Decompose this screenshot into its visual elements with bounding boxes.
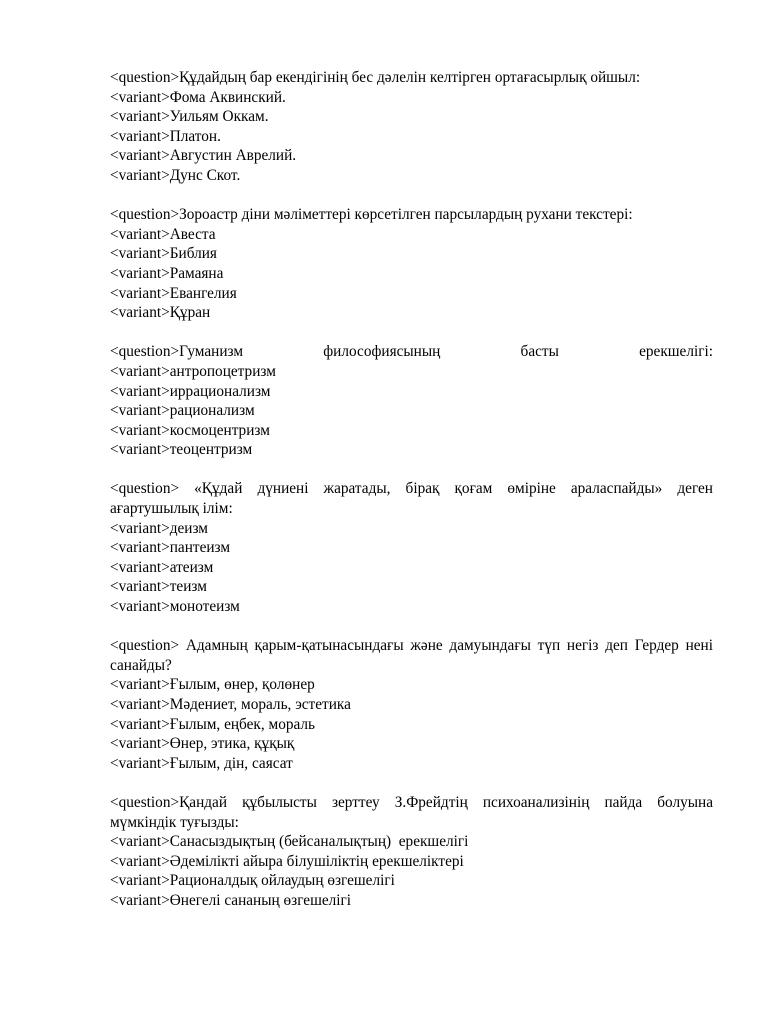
variant-item: <variant>Санасыздықтың (бейсаналықтың) ерекшелігі (110, 833, 469, 851)
variant-item: <variant>атеизм (110, 558, 214, 576)
variant-item: <variant>Ғылым, еңбек, мораль (110, 715, 316, 733)
variant-item: <variant>Ғылым, дін, саясат (110, 754, 293, 772)
question-block-4 (110, 479, 713, 616)
question-text: <question>Құдайдың бар екендігінің бес дәлелін келтірген ортағасырлық ойшыл: (110, 69, 641, 86)
question-block-3 (110, 342, 713, 460)
variant-item: <variant>Әдемілікті айыра білушіліктің ерекшеліктері (110, 852, 464, 870)
variant-item: <variant>иррационализм (110, 382, 271, 400)
variant-item: <variant>монотеизм (110, 598, 240, 616)
question-text: <question> «Құдай дүниені жаратады, бірақ қоғам өміріне араласпайды» деген ағартушылық ілім: (110, 480, 713, 518)
variant-item: <variant>Августин Аврелий. (110, 147, 297, 165)
question-text: <question>Гуманизм философиясының басты ерекшелігі: (110, 343, 713, 361)
question-block-6 (110, 793, 713, 911)
variant-item: <variant>Ғылым, өнер, қолөнер (110, 676, 315, 694)
question-text: <question> Адамның қарым-қатынасындағы және дамуындағы түп негіз деп Гердер нені санайды? (110, 637, 713, 674)
variant-item: <variant>Құран (110, 304, 211, 322)
variant-item: <variant>Фома Аквинский. (110, 88, 286, 106)
variant-item: <variant>Рамаяна (110, 264, 224, 282)
variant-item: <variant>пантеизм (110, 539, 231, 557)
variant-item: <variant>теизм (110, 578, 207, 596)
variant-item: <variant>Мәдениет, мораль, эстетика (110, 696, 351, 713)
variant-item: <variant>Дунс Скот. (110, 166, 241, 184)
variant-item: <variant>Авеста (110, 225, 216, 243)
document-body (110, 68, 713, 930)
question-block-2 (110, 205, 713, 323)
variant-item: <variant>Рационалдық ойлаудың өзгешелігі (110, 872, 395, 890)
variant-item: <variant>Уильям Оккам. (110, 108, 269, 126)
variant-item: <variant>теоцентризм (110, 441, 253, 459)
variant-item: <variant>Өнер, этика, құқық (110, 735, 295, 753)
question-block-1 (110, 68, 713, 186)
question-text: <question>Қандай құбылысты зерттеу З.Фрейдтің психоанализінің пайда болуына мүмкіндік туғызды: (110, 793, 713, 831)
variant-item: <variant>Евангелия (110, 284, 237, 302)
variant-item: <variant>Платон. (110, 127, 221, 145)
question-text: <question>Зороастр діни мәліметтері көрсетілген парсылардың рухани текстері: (110, 206, 633, 224)
variant-item: <variant>Өнегелі сананың өзгешелігі (110, 891, 352, 909)
variant-item: <variant>антропоцетризм (110, 362, 276, 380)
question-block-5 (110, 636, 713, 773)
variant-item: <variant>рационализм (110, 402, 255, 420)
variant-item: <variant>Библия (110, 245, 217, 263)
variant-item: <variant>деизм (110, 519, 208, 537)
variant-item: <variant>космоцентризм (110, 421, 270, 439)
